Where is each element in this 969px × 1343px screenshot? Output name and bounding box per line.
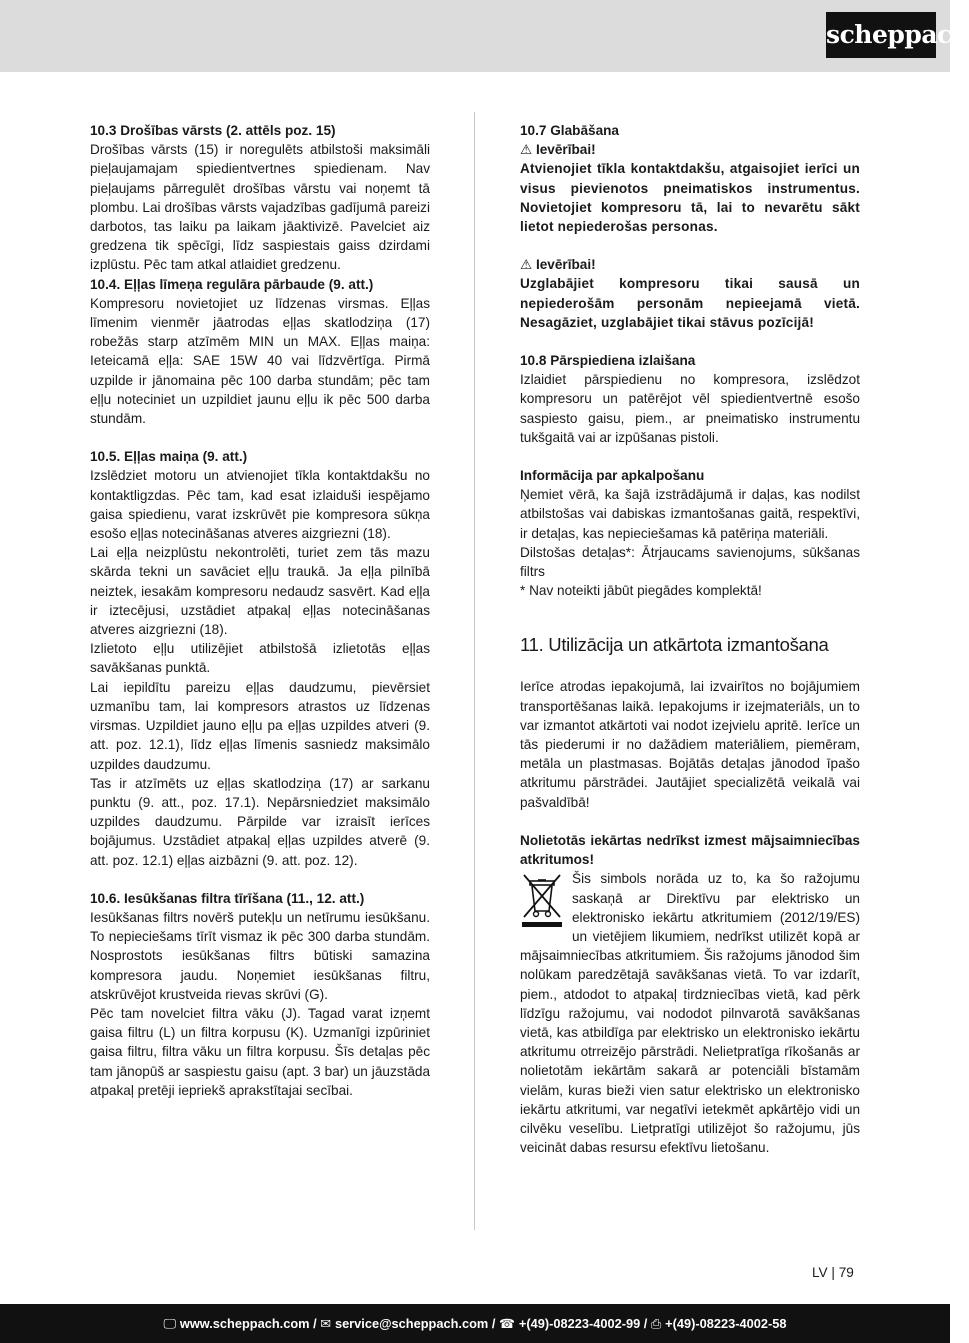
footer-phone: +(49)-08223-4002-99 <box>518 1316 641 1331</box>
service-info-paragraph: Ņemiet vērā, ka šajā izstrādājumā ir daļas, kas nodilst atbilstošas vai dabiskas izmantošanas gaitā, respektīvi, ir detaļas, kas nepieciešamas kā patēriņa materiāli. <box>520 487 860 541</box>
footer-email-link[interactable]: service@scheppach.com <box>334 1316 489 1331</box>
section-10-8-title: 10.8 Pārspiediena izlaišana <box>520 353 696 369</box>
section-10-6-paragraph: Iesūkšanas filtrs novērš putekļu un netīrumu iesūkšanu. To nepieciešams tīrīt vismaz ik pēc 300 darba stundām. Nosprostots iesūkšanas filtrs būtiski samazina kompresora jaudu. Noņemiet iesūkšanas filtru, atskrūvējot krustveida rievas skrūvi (G). <box>90 909 430 1002</box>
right-column <box>520 121 860 1157</box>
fax-icon: ⎙ <box>650 1316 662 1331</box>
chapter-11-title: 11. Utilizācija un atkārtota izmantošana <box>520 634 829 656</box>
warning-triangle-icon: ⚠ <box>520 142 536 158</box>
phone-icon: ☎ <box>498 1316 515 1331</box>
footer-bar: 🖵 www.scheppach.com / ✉ service@scheppach.com / ☎ +(49)-08223-4002-99 / ⎙ +(49)-08223-4002-58 <box>0 1304 950 1343</box>
section-10-5-paragraph: Izslēdziet motoru un atvienojiet tīkla kontaktdakšu no kontaktligzdas. Pēc tam, kad esat izlaiduši iespējamo gaisa spiedienu, varat izskrūvēt pie kompresora sūkņa esošo eļļas notecināšanas atveres aizgriezni (18). <box>90 468 430 542</box>
footer-fax: +(49)-08223-4002-58 <box>665 1316 787 1331</box>
section-10-4-body: Kompresoru novietojiet uz līdzenas virsmas. Eļļas līmenim vienmēr jāatrodas eļļas skatlodziņa (17) robežās starp atzīmēm MIN un MAX. Eļļas maiņa: Ieteicamā eļļa: SAE 15W 40 vai līdzvērtīga. Pirmā uzpilde ir jānomaina pēc 100 darba stundām; pēc tam eļļu noteciniet un uzpildiet jaunu eļļu ik pēc 500 darba stundām. <box>90 295 430 427</box>
section-10-5-title: 10.5. Eļļas maiņa (9. att.) <box>90 449 248 465</box>
column-divider <box>474 112 475 1230</box>
mail-icon: ✉ <box>320 1316 331 1331</box>
weee-title: Nolietotās iekārtas nedrīkst izmest mājsaimniecības atkritumos! <box>520 832 860 868</box>
header-band <box>0 0 950 72</box>
chapter-11-body: Ierīce atrodas iepakojumā, lai izvairītos no bojājumiem transportēšanas laikā. Iepakojums ir izejmateriāls, un to var izmantot atkārtoti vai nodot izejvielu apritē. Ierīce un tās piederumi ir no dažādiem materiāliem, piemēram, metāla un plastmasas. Bojātās detaļas jānodod īpašo atkritumu pārstrādei. Jautājiet specializētā veikalā vai pašvaldībā! <box>520 679 860 810</box>
scheppach-logo: scheppach <box>826 12 936 58</box>
weee-body: Šis simbols norāda uz to, ka šo ražojumu saskaņā ar Direktīvu par elektrisko un elektronisko iekārtu atkritumiem (2012/19/ES) un vietējiem likumiem, nedrīkst utilizēt kopā ar mājsaimniecības atkritumiem. Šis ražojums jānodod šim nolūkam paredzētajā savākšanas vietā. To var izdarīt, piem., atdodot to atpakaļ tirdzniecības vietā, kad pērk līdzīgu ražojumu, vai nododot pilnvarotā savākšanas vietā, kas atbildīga par elektrisko un elektronisko iekārtu atkritumu otrreizējo pārstrādi. Nelietpratīga rīkošanās ar nolietotām iekārtām sakarā ar potenciāli bīstamām vielām, kuras bieži vien satur elektrisko un elektronisko iekārtu atkritumi, var negatīvi ietekmēt apkārtējo vidi un cilvēku veselību. Lietpratīgi utilizējot šo ražojumu, jūs veicināt dabas resursu efektīvu lietošanu. <box>520 871 860 1156</box>
warning-body: Uzglabājiet kompresoru tikai sausā un nepiederošām personām nepieejamā vietā. Nesagāziet, uzglabājiet tikai stāvus pozīcijā! <box>520 276 860 330</box>
section-10-5-paragraph: Lai iepildītu pareizu eļļas daudzumu, pievērsiet uzmanību tam, lai kompresors atrastos uz līdzenas virsmas. Uzpildiet jauno eļļu pa eļļas uzpildes atveri (9. att. poz. 12.1), līdz eļļas līmenis sasniedz maksimālo uzpildes daudzumu. <box>90 679 430 772</box>
section-10-3-body: Drošības vārsts (15) ir noregulēts atbilstoši maksimāli pieļaujamajam spiedientvertnes spiedienam. Nav pieļaujams pārregulēt drošības vārstu vai noņemt tā plombu. Lai drošības vārsts vajadzības gadījumā pareizi darbotos, tas laiku pa laikam jāaktivizē. Pavelciet aiz gredzena tik spēcīgi, līdz saspiestais gaiss dzirdami izplūstu. Pēc tam atkal atlaidiet gredzenu. <box>90 142 430 273</box>
warning-heading: ⚠ Ievērībai! <box>520 142 596 158</box>
section-10-6-title: 10.6. Iesūkšanas filtra tīrīšana (11., 12. att.) <box>90 890 365 906</box>
crossed-out-bin-icon <box>520 871 564 929</box>
section-10-8-body: Izlaidiet pārspiedienu no kompresora, izslēdzot kompresoru un patērējot vēl spiedientvertnē esošo saspiesto gaisu, piem., ar pneimatisko instrumentu tukšgaitā vai ar izpūšanas pistoli. <box>520 372 860 445</box>
section-10-5-paragraph: Lai eļļa neizplūstu nekontrolēti, turiet zem tās mazu skārda tekni un savāciet eļļu traukā. Ja eļļa pilnībā neiztek, iesakām kompresoru nedaudz sasvērt. Kad eļļa ir iztecējusi, uzstādiet atpakaļ eļļas notecināšanas atveres aizgriezni (18). <box>90 545 430 638</box>
footer-website-link[interactable]: www.scheppach.com <box>179 1316 310 1331</box>
section-10-5-paragraph: Tas ir atzīmēts uz eļļas skatlodziņa (17) ar sarkanu punktu (9. att., poz. 17.1). Nepārsniedziet maksimālo uzpildes daudzumu. Pārpilde var izraisīt ierīces bojājumus. Uzstādiet atpakaļ eļļas uzpildes atverē (9. att. poz. 12.1) eļļas aizbāzni (9. att. poz. 12). <box>90 775 430 868</box>
warning-triangle-icon: ⚠ <box>520 257 536 273</box>
section-10-6-paragraph: Pēc tam novelciet filtra vāku (J). Tagad varat izņemt gaisa filtru (L) un filtra korpusu (K). Uzmanīgi izpūriniet gaisa filtru, filtra vāku un filtra korpusu. Šīs detaļas pēc tam jānopūš ar saspiestu gaisu (apt. 3 bar) un jāuzstāda atpakaļ pretēji iepriekš aprakstītajai secībai. <box>90 1005 430 1098</box>
section-10-7-title: 10.7 Glabāšana <box>520 123 619 138</box>
section-10-5-paragraph: Izlietoto eļļu utilizējiet atbilstošā izlietotās eļļas savākšanas punktā. <box>90 641 430 676</box>
left-column <box>90 121 430 1100</box>
computer-icon: 🖵 <box>163 1316 176 1331</box>
service-info-paragraph: Dilstošas detaļas*: Ātrjaucams savienojums, sūkšanas filtrs <box>520 544 860 580</box>
section-10-3-title: 10.3 Drošības vārsts (2. attēls poz. 15) <box>90 123 336 138</box>
service-info-title: Informācija par apkalpošanu <box>520 468 705 484</box>
service-info-note: * Nav noteikti jābūt piegādes komplektā! <box>520 583 762 599</box>
warning-body: Atvienojiet tīkla kontaktdakšu, atgaisojiet ierīci un visus pievienotos pneimatiskos instrumentus. Novietojiet kompresoru tā, lai to nevarētu sākt lietot nepiederošas personas. <box>520 161 860 235</box>
section-10-4-title: 10.4. Eļļas līmeņa regulāra pārbaude (9. att.) <box>90 276 374 292</box>
page-number: LV | 79 <box>812 1265 854 1280</box>
warning-heading: ⚠ Ievērībai! <box>520 257 596 273</box>
